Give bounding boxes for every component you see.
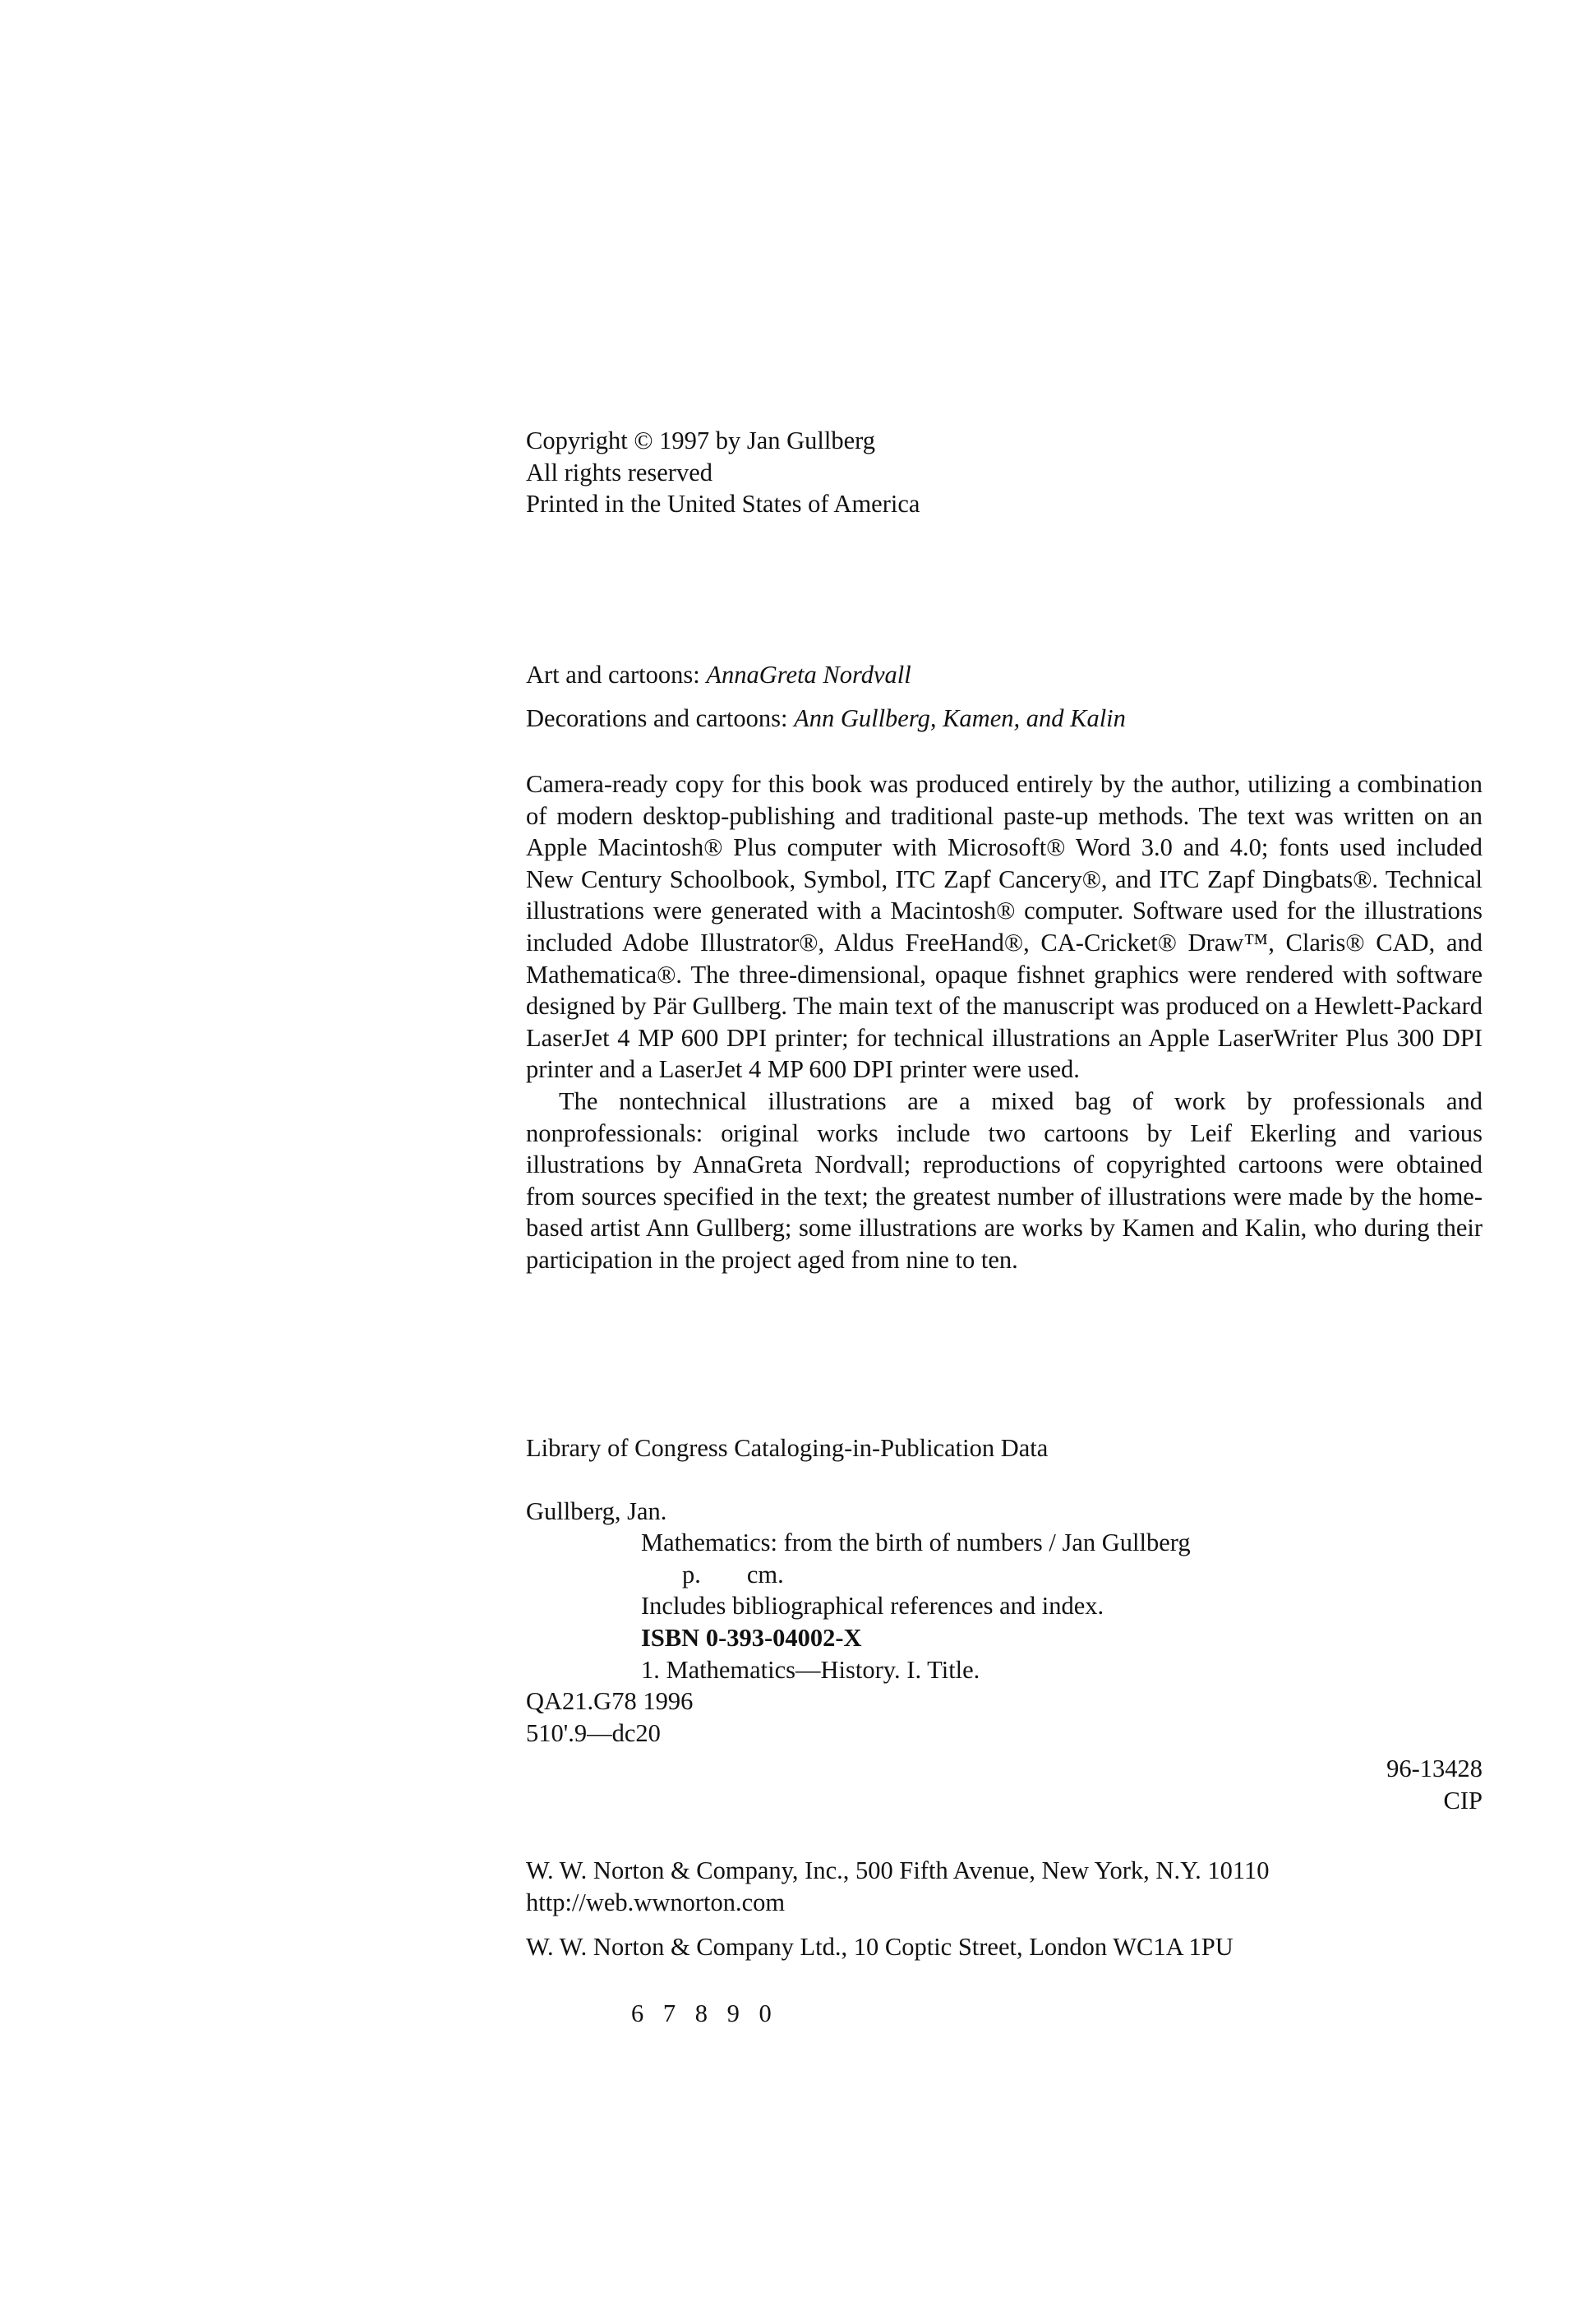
cip-heading: Library of Congress Cataloging-in-Publication Data: [526, 1434, 1049, 1462]
art-credit-names: AnnaGreta Nordvall: [706, 661, 911, 689]
decorations-credit-label: Decorations and cartoons:: [526, 703, 795, 732]
cip-includes: Includes bibliographical references and index.: [641, 1592, 1104, 1621]
publisher-url: http://web.wwnorton.com: [526, 1888, 786, 1916]
cip-isbn: ISBN 0-393-04002-X: [641, 1623, 862, 1652]
cip-data: [526, 1432, 1482, 1749]
cip-pages: p.: [682, 1560, 701, 1589]
cip-control-number: [1386, 1753, 1482, 1816]
publisher-info: [526, 1855, 1482, 1963]
art-credit: [526, 659, 1482, 691]
cip-lc-class: QA21.G78 1996: [526, 1687, 694, 1716]
cip-physical: [526, 1559, 1482, 1591]
cip-author: Gullberg, Jan.: [526, 1496, 667, 1525]
printing-line: [631, 1998, 1577, 2030]
credits: [526, 659, 1482, 734]
cip-title: Mathematics: from the birth of numbers / Jan Gullberg: [641, 1529, 1191, 1557]
decorations-credit-names: Ann Gullberg, Kamen, and Kalin: [794, 703, 1126, 732]
cip-lccn: 96-13428: [1386, 1755, 1482, 1782]
printing-number: 6 7 8 9 0: [631, 1999, 778, 2027]
cip-dewey: 510'.9—dc20: [526, 1718, 661, 1747]
cip-cm: cm.: [746, 1560, 784, 1589]
copyright-line: Copyright © 1997 by Jan Gullberg: [526, 427, 876, 454]
decorations-credit: [526, 703, 1482, 735]
cip-subject: 1. Mathematics—History. I. Title.: [641, 1655, 980, 1684]
art-credit-label: Art and cartoons:: [526, 661, 707, 689]
copyright-notice: [526, 425, 1482, 520]
publisher-uk-address: W. W. Norton & Company Ltd., 10 Coptic Street, London WC1A 1PU: [526, 1933, 1233, 1962]
production-note: [526, 768, 1482, 1276]
illustrations-paragraph: The nontechnical illustrations are a mixed bag of work by professionals and nonprofessionals: original works include two cartoons by Leif Ekerling and various illustrations by AnnaGreta Nordvall; reproductions of copyrighted cartoons were obtained from sources specified in the text; the greatest number of illustrations were made by the home-based artist Ann Gullberg; some illustrations are works by Kamen and Kalin, who during their participation in the project aged from nine to ten.: [526, 1086, 1482, 1274]
rights-line: All rights reserved: [526, 458, 712, 486]
printed-in-line: Printed in the United States of America: [526, 490, 920, 519]
publisher-us-address: W. W. Norton & Company, Inc., 500 Fifth Avenue, New York, N.Y. 10110: [526, 1856, 1270, 1884]
production-paragraph: Camera-ready copy for this book was produced entirely by the author, utilizing a combination of modern desktop-publishing and traditional paste-up methods. The text was written on an Apple Macintosh® Plus computer with Microsoft® Word 3.0 and 4.0; fonts used included New Century Schoolbook, Symbol, ITC Zapf Cancery®, and ITC Zapf Dingbats®. Technical illustrations were generated with a Macintosh® computer. Software used for the illustrations included Adobe Illustrator®, Aldus FreeHand®, CA-Cricket® Draw™, Claris® CAD, and Mathematica®. The three-dimensional, opaque fishnet graphics were rendered with software designed by Pär Gullberg. The main text of the manuscript was produced on a Hewlett-Packard LaserJet 4 MP 600 DPI printer; for technical illustrations an Apple LaserWriter Plus 300 DPI printer and a LaserJet 4 MP 600 DPI printer were used.: [526, 770, 1482, 1084]
cip-label: CIP: [1443, 1786, 1482, 1814]
